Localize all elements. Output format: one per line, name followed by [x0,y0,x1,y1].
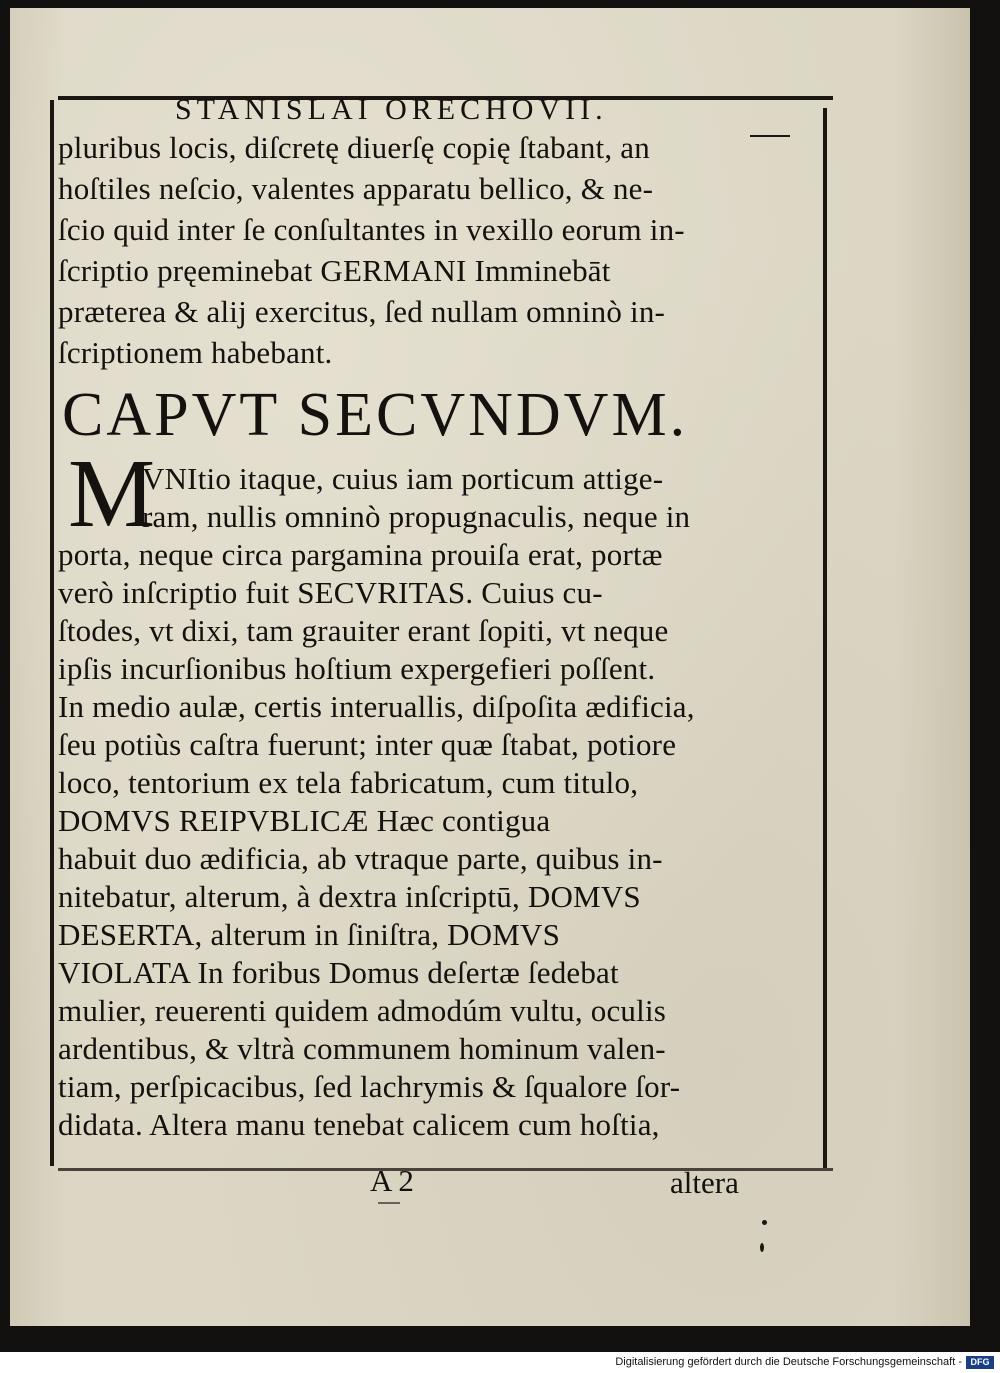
text-line: tiam, perſpicacibus, ſed lachrymis & ſqualore ſor- [58,1069,681,1104]
text-line: hoſtiles neſcio, valentes apparatu bellico, & ne- [58,171,654,206]
dfg-logo: DFG [966,1356,994,1369]
chapter-heading: CAPVT SECVNDVM. [62,381,689,449]
text-line: ram, nullis omninò propugnaculis, neque in [142,499,691,534]
left-rule [50,100,54,1166]
text-line: ardentibus, & vltrà communem hominum valen- [58,1031,666,1066]
text-line: ſcriptionem habebant. [58,335,333,370]
head-ornament-rule [750,135,790,137]
text-line: mulier, reuerenti quidem admodúm vultu, oculis [58,993,667,1028]
running-head: STANISLAI ORECHOVII. [175,93,608,126]
text-line: ſtodes, vt dixi, tam grauiter erant ſopiti, vt neque [58,613,669,648]
ink-speck [762,1220,767,1225]
text-line: ſeu potiùs caſtra fuerunt; inter quæ ſtabat, potiore [58,727,677,762]
text-line: VNItio itaque, cuius iam porticum attige- [142,461,664,496]
text-line: nitebatur, alterum, à dextra inſcriptū, DOMVS [58,879,641,914]
signature-mark: A 2 [370,1163,414,1198]
text-line: ipſis incurſionibus hoſtium expergefieri poſſent. [58,651,656,686]
text-line: habuit duo ædificia, ab vtraque parte, quibus in- [58,841,663,876]
text-line: DESERTA, alterum in ſiniſtra, DOMVS [58,917,561,952]
ink-speck [760,1243,764,1252]
text-line: ſcriptio pręeminebat GERMANI Imminebāt [58,253,611,288]
text-line: DOMVS REIPVBLICÆ Hæc contigua [58,803,551,838]
text-line: verò inſcriptio fuit SECVRITAS. Cuius cu- [58,575,603,610]
text-line: præterea & alij exercitus, ſed nullam omninò in- [58,294,666,329]
signature-underline [378,1202,400,1204]
paper-page [10,8,970,1326]
footer-bar [0,1352,1000,1373]
footer-credit: Digitalisierung gefördert durch die Deutsche Forschungsgemeinschaft - [615,1356,962,1368]
text-line: porta, neque circa pargamina prouiſa erat, portæ [58,537,663,572]
right-rule [823,108,827,1168]
text-line: loco, tentorium ex tela fabricatum, cum titulo, [58,765,639,800]
catchword: altera [670,1165,739,1200]
text-line: In medio aulæ, certis interuallis, diſpoſita ædificia, [58,689,695,724]
text-line: ſcio quid inter ſe conſultantes in vexillo eorum in- [58,212,685,247]
text-line: pluribus locis, diſcretę diuerſę copię ſtabant, an [58,130,650,165]
drop-cap: M [68,440,156,548]
text-line: VIOLATA In foribus Domus deſertæ ſedebat [58,955,619,990]
text-line: didata. Altera manu tenebat calicem cum hoſtia, [58,1107,660,1142]
